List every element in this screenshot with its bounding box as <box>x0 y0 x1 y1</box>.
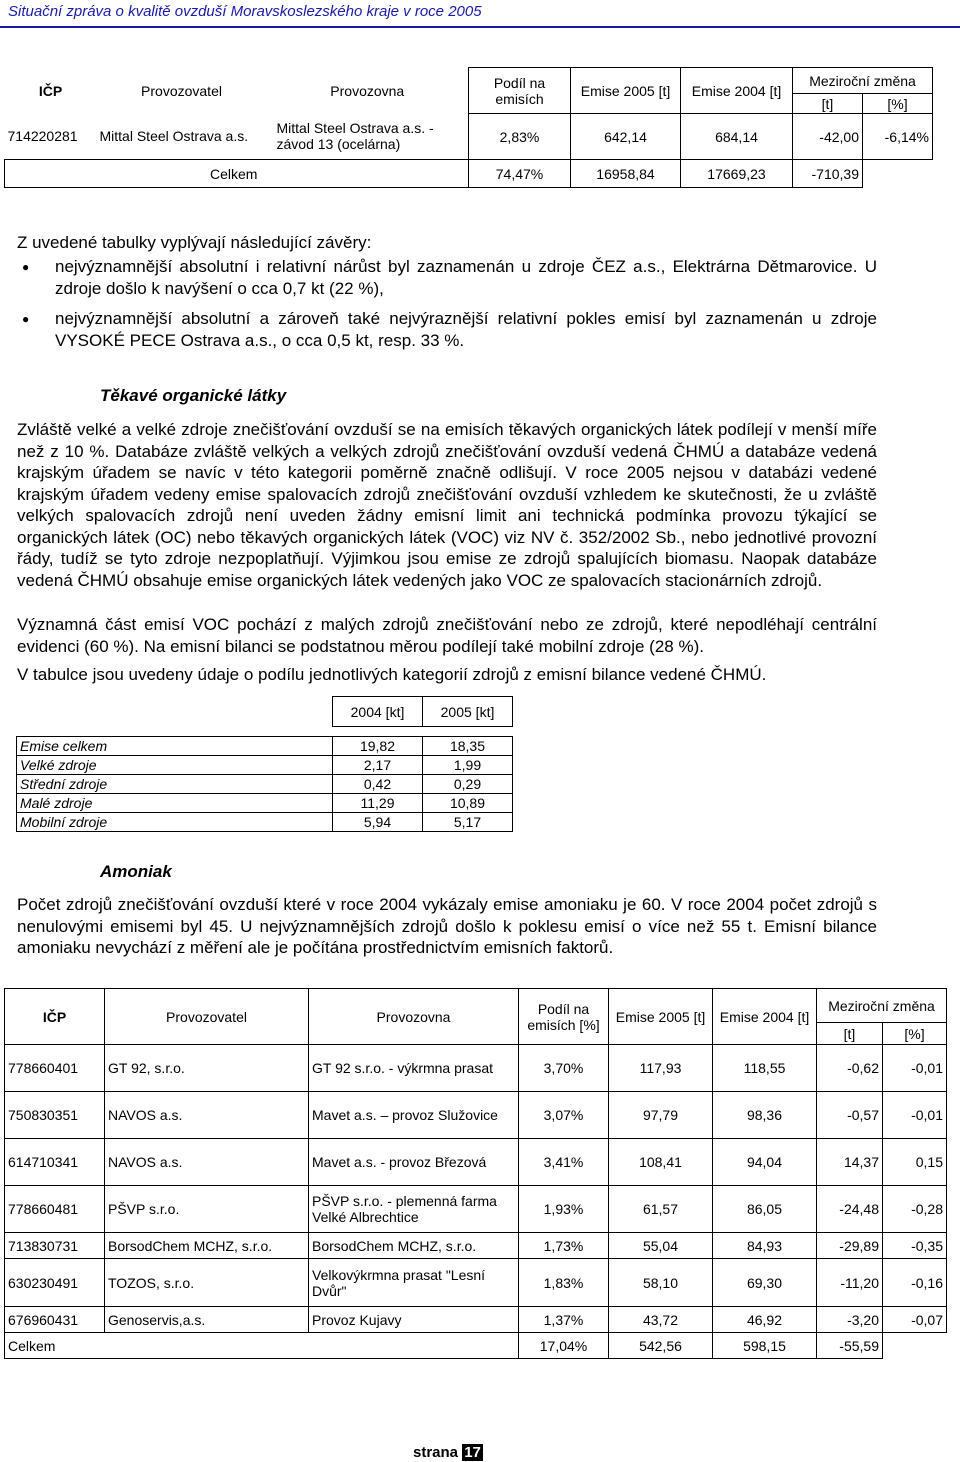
bullet-icon: ● <box>22 260 30 274</box>
col-header-zmena-pct: [%] <box>883 1023 947 1045</box>
col-header-emise-2004: Emise 2004 [t] <box>713 989 817 1045</box>
cell-total-emise-2005: 16958,84 <box>571 160 681 188</box>
cell-emise-2005: 108,41 <box>609 1139 713 1186</box>
cell-zmena-pct: 0,15 <box>883 1139 947 1186</box>
row-label: Malé zdroje <box>17 794 333 813</box>
cell-emise-2004: 98,36 <box>713 1092 817 1139</box>
table-row <box>17 794 513 813</box>
conclusions-intro: Z uvedené tabulky vyplývají následující závěry: <box>17 233 372 252</box>
col-header-emise-2005: Emise 2005 [t] <box>609 989 713 1045</box>
cell-provozovna: PŠVP s.r.o. - plemenná farma Velké Albrechtice <box>309 1186 519 1233</box>
col-header-2004: 2004 [kt] <box>333 697 423 727</box>
conclusion-item-1: nejvýznamnější absolutní i relativní nárůst byl zaznamenán u zdroje ČEZ a.s., Elektrárna Dětmarovice. U zdroje došlo k navýšení o cca 0,7 kt (22 %), <box>55 257 877 298</box>
table-row <box>5 1139 947 1186</box>
page-number: 17 <box>464 1444 481 1461</box>
table-voc-categories <box>16 696 513 832</box>
cell-zmena-pct: -0,07 <box>883 1307 947 1333</box>
cell-zmena-pct: -0,16 <box>883 1259 947 1307</box>
cell-2005: 10,89 <box>423 794 513 813</box>
cell-2005: 5,17 <box>423 813 513 832</box>
cell-zmena-pct: -0,01 <box>883 1045 947 1092</box>
row-label: Emise celkem <box>17 737 333 756</box>
cell-emise-2005: 97,79 <box>609 1092 713 1139</box>
cell-icp: 630230491 <box>5 1259 105 1307</box>
cell-emise-2004: 86,05 <box>713 1186 817 1233</box>
cell-podil: 3,41% <box>519 1139 609 1186</box>
cell-provozovatel: NAVOS a.s. <box>105 1092 309 1139</box>
cell-2005: 0,29 <box>423 775 513 794</box>
cell-2005: 18,35 <box>423 737 513 756</box>
row-label: Velké zdroje <box>17 756 333 775</box>
cell-icp: 778660481 <box>5 1186 105 1233</box>
cell-provozovna: Mavet a.s. - provoz Březová <box>309 1139 519 1186</box>
cell-icp: 676960431 <box>5 1307 105 1333</box>
cell-podil: 2,83% <box>469 114 571 160</box>
cell-emise-2004: 94,04 <box>713 1139 817 1186</box>
cell-total-podil: 17,04% <box>519 1333 609 1359</box>
cell-total-zmena-t: -710,39 <box>793 160 863 188</box>
section-heading-ammonia: Amoniak <box>100 862 172 881</box>
cell-zmena-t: -0,57 <box>817 1092 883 1139</box>
cell-total-emise-2005: 542,56 <box>609 1333 713 1359</box>
conclusion-item-2: nejvýznamnější absolutní a zároveň také nejvýraznější relativní pokles emisí byl zaznamenán u zdroje VYSOKÉ PECE Ostrava a.s., o cca 0,5 kt, resp. 33 %. <box>55 309 877 350</box>
col-header-podil: Podíl na emisích <box>469 68 571 114</box>
col-header-mezirocni-zmena: Meziroční změna <box>817 989 947 1023</box>
voc-paragraph-1: Zvláště velké a velké zdroje znečišťování ovzduší se na emisích těkavých organických látek podílejí v menší míře než z 10 %. Databáze zvláště velkých a velkých zdrojů znečišťování ovzduší vedená ČHMÚ a databáze vedená krajským úřadem se navíc v této kategorii poměrně značně odlišují. V roce 2005 nejsou v databázi vedené krajským úřadem vedeny emise spalovacích zdrojů znečišťování ovzduší vzhledem ke skutečnosti, že u zvláště velkých spalovacích zdrojů není uveden žádny emisní limit ani technická podmínka provozu týkající se organických látek (OC) nebo těkavých organických látek (VOC) viz NV č. 352/2002 Sb., nebo jednotlivé provozní řády, tudíž se tyto zdroje nezpoplatňují. Výjimkou jsou emise ze zdrojů spalujících biomasu. Naopak databáze vedená ČHMÚ obsahuje emise organických látek vedených jako VOC ze spalovacích stacionárních zdrojů. <box>17 420 877 590</box>
col-header-provozovna: Provozovna <box>309 989 519 1045</box>
cell-provozovatel: Genoservis,a.s. <box>105 1307 309 1333</box>
voc-paragraph-2: Významná část emisí VOC pochází z malých zdrojů znečišťování nebo ze zdrojů, které nepodléhají centrální evidenci (60 %). Na emisní bilanci se podstatnou měrou podílejí také mobilní zdroje (28 %). <box>17 615 877 656</box>
cell-podil: 3,07% <box>519 1092 609 1139</box>
col-header-icp: IČP <box>5 989 105 1045</box>
cell-zmena-pct: -0,28 <box>883 1186 947 1233</box>
cell-zmena-t: -24,48 <box>817 1186 883 1233</box>
cell-provozovna: Velkovýkrmna prasat "Lesní Dvůr" <box>309 1259 519 1307</box>
cell-podil: 1,93% <box>519 1186 609 1233</box>
cell-emise-2004: 118,55 <box>713 1045 817 1092</box>
cell-emise-2004: 46,92 <box>713 1307 817 1333</box>
cell-emise-2004: 84,93 <box>713 1233 817 1259</box>
cell-icp: 713830731 <box>5 1233 105 1259</box>
cell-2004: 5,94 <box>333 813 423 832</box>
cell-zmena-t: -29,89 <box>817 1233 883 1259</box>
col-header-zmena-t: [t] <box>817 1023 883 1045</box>
cell-2004: 2,17 <box>333 756 423 775</box>
cell-total-label: Celkem <box>5 160 469 188</box>
col-header-zmena-pct: [%] <box>863 94 933 114</box>
cell-podil: 1,37% <box>519 1307 609 1333</box>
cell-2004: 0,42 <box>333 775 423 794</box>
cell-zmena-t: -0,62 <box>817 1045 883 1092</box>
cell-total-emise-2004: 17669,23 <box>681 160 793 188</box>
cell-provozovna: GT 92 s.r.o. - výkrmna prasat <box>309 1045 519 1092</box>
cell-2005: 1,99 <box>423 756 513 775</box>
cell-emise-2005: 117,93 <box>609 1045 713 1092</box>
cell-emise-2005: 61,57 <box>609 1186 713 1233</box>
cell-emise-2004: 684,14 <box>681 114 793 160</box>
cell-icp: 714220281 <box>7 128 78 145</box>
cell-podil: 3,70% <box>519 1045 609 1092</box>
col-header-provozovatel: Provozovatel <box>141 82 222 99</box>
table-row <box>17 737 513 756</box>
cell-zmena-pct: -0,35 <box>883 1233 947 1259</box>
row-label: Střední zdroje <box>17 775 333 794</box>
cell-zmena-pct: -6,14% <box>863 114 933 160</box>
col-header-icp: IČP <box>38 82 63 99</box>
col-header-emise-2004: Emise 2004 [t] <box>681 68 793 114</box>
table-total-row <box>5 160 933 188</box>
table-ammonia-sources <box>4 988 947 1359</box>
cell-2004: 19,82 <box>333 737 423 756</box>
ammonia-paragraph: Počet zdrojů znečišťování ovzduší které v roce 2004 vykázaly emise amoniaku je 60. V roce 2004 počet zdrojů s nenulovými emisemi byl 45. U nejvýznamnějších zdrojů došlo k poklesu emisí o více než 55 t. Emisní bilance amoniaku nevychází z měření ale je počítána prostřednictvím emisních faktorů. <box>17 895 877 957</box>
cell-provozovna: Provoz Kujavy <box>309 1307 519 1333</box>
cell-podil: 1,73% <box>519 1233 609 1259</box>
cell-zmena-pct: -0,01 <box>883 1092 947 1139</box>
col-header-podil: Podíl na emisích [%] <box>519 989 609 1045</box>
table-row <box>17 813 513 832</box>
cell-zmena-t: -42,00 <box>793 114 863 160</box>
cell-zmena-t: 14,37 <box>817 1139 883 1186</box>
col-header-2005: 2005 [kt] <box>423 697 513 727</box>
cell-provozovna: Mittal Steel Ostrava a.s. - závod 13 (ocelárna) <box>276 120 434 153</box>
table-row <box>5 1092 947 1139</box>
col-header-mezirocni-zmena: Meziroční změna <box>793 68 933 94</box>
table-row <box>5 1259 947 1307</box>
cell-emise-2005: 58,10 <box>609 1259 713 1307</box>
col-header-emise-2005: Emise 2005 [t] <box>571 68 681 114</box>
voc-paragraph-3: V tabulce jsou uvedeny údaje o podílu jednotlivých kategorií zdrojů z emisní bilance vedené ČHMÚ. <box>17 665 767 684</box>
table-row <box>17 756 513 775</box>
table-major-sources <box>4 67 933 188</box>
col-header-zmena-t: [t] <box>793 94 863 114</box>
cell-icp: 750830351 <box>5 1092 105 1139</box>
cell-total-zmena-t: -55,59 <box>817 1333 883 1359</box>
row-label: Mobilní zdroje <box>17 813 333 832</box>
table-row <box>5 1186 947 1233</box>
table-row <box>5 1045 947 1092</box>
cell-emise-2005: 55,04 <box>609 1233 713 1259</box>
table-row <box>5 1233 947 1259</box>
table-total-row <box>5 1333 947 1359</box>
cell-provozovatel: PŠVP s.r.o. <box>105 1186 309 1233</box>
running-header: Situační zpráva o kvalitě ovzduší Moravskoslezského kraje v roce 2005 <box>8 3 482 20</box>
cell-icp: 778660401 <box>5 1045 105 1092</box>
cell-provozovatel: BorsodChem MCHZ, s.r.o. <box>105 1233 309 1259</box>
page-number-footer <box>413 1444 483 1461</box>
cell-podil: 1,83% <box>519 1259 609 1307</box>
cell-2004: 11,29 <box>333 794 423 813</box>
bullet-icon: ● <box>22 312 30 326</box>
cell-provozovatel: GT 92, s.r.o. <box>105 1045 309 1092</box>
table-row <box>5 1307 947 1333</box>
cell-total-label: Celkem <box>5 1333 519 1359</box>
col-header-provozovatel: Provozovatel <box>105 989 309 1045</box>
col-header-provozovna: Provozovna <box>330 82 405 99</box>
cell-provozovna: Mavet a.s. – provoz Služovice <box>309 1092 519 1139</box>
cell-provozovna: BorsodChem MCHZ, s.r.o. <box>309 1233 519 1259</box>
cell-emise-2004: 69,30 <box>713 1259 817 1307</box>
cell-zmena-t: -3,20 <box>817 1307 883 1333</box>
cell-emise-2005: 43,72 <box>609 1307 713 1333</box>
table-row <box>5 114 933 160</box>
cell-total-podil: 74,47% <box>469 160 571 188</box>
table-row <box>17 775 513 794</box>
page-label: strana <box>413 1444 459 1461</box>
cell-zmena-t: -11,20 <box>817 1259 883 1307</box>
cell-total-emise-2004: 598,15 <box>713 1333 817 1359</box>
header-divider <box>0 26 960 28</box>
section-heading-voc: Těkavé organické látky <box>100 386 287 405</box>
cell-provozovatel: Mittal Steel Ostrava a.s. <box>99 128 249 145</box>
cell-emise-2005: 642,14 <box>571 114 681 160</box>
cell-icp: 614710341 <box>5 1139 105 1186</box>
cell-provozovatel: TOZOS, s.r.o. <box>105 1259 309 1307</box>
cell-provozovatel: NAVOS a.s. <box>105 1139 309 1186</box>
